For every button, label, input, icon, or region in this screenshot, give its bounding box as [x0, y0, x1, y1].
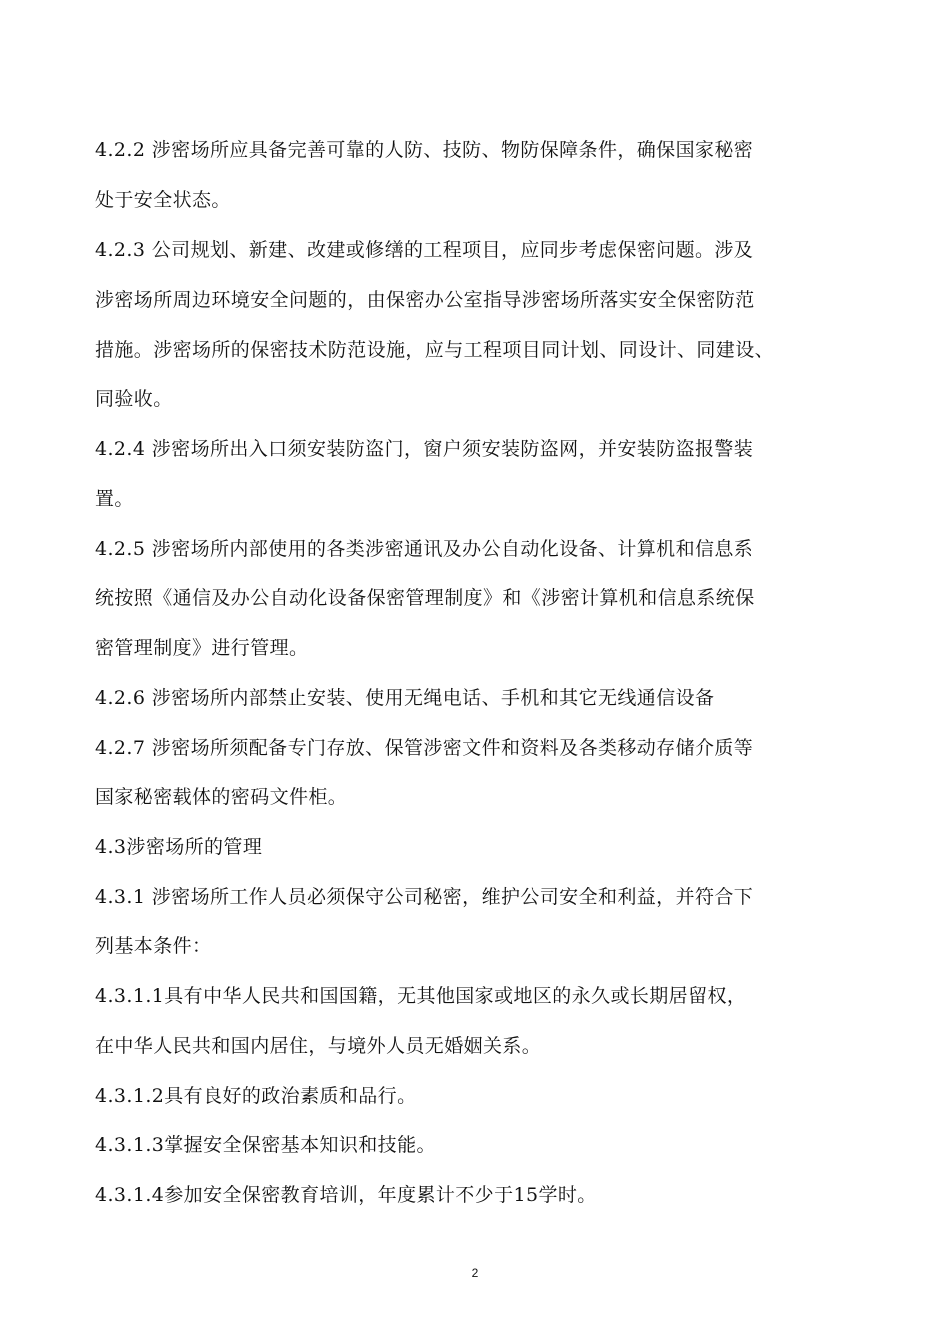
section-heading: 4.3涉密场所的管理: [95, 836, 263, 858]
text-line: 4.3.1.4参加安全保密教育培训，年度累计不少于15学时。: [95, 1184, 597, 1206]
page-number: 2: [471, 1266, 479, 1280]
text-line: 4.2.5 涉密场所内部使用的各类涉密通讯及办公自动化设备、计算机和信息系: [95, 538, 754, 560]
text-line: 密管理制度》进行管理。: [95, 637, 309, 659]
text-line: 涉密场所周边环境安全问题的，由保密办公室指导涉密场所落实安全保密防范: [95, 289, 755, 311]
text-line: 统按照《通信及办公自动化设备保密管理制度》和《涉密计算机和信息系统保: [95, 587, 755, 609]
text-line: 4.2.4 涉密场所出入口须安装防盗门，窗户须安装防盗网，并安装防盗报警装: [95, 438, 754, 460]
text-line: 4.2.7 涉密场所须配备专门存放、保管涉密文件和资料及各类移动存储介质等: [95, 737, 754, 759]
text-line: 在中华人民共和国内居住，与境外人员无婚姻关系。: [95, 1035, 542, 1057]
text-line: 4.2.2 涉密场所应具备完善可靠的人防、技防、物防保障条件，确保国家秘密: [95, 139, 754, 161]
text-line: 4.2.6 涉密场所内部禁止安装、使用无绳电话、手机和其它无线通信设备: [95, 687, 715, 709]
text-line: 列基本条件：: [95, 935, 212, 957]
text-line: 4.3.1.3掌握安全保密基本知识和技能。: [95, 1134, 436, 1156]
text-line: 国家秘密载体的密码文件柜。: [95, 786, 348, 808]
text-line: 处于安全状态。: [95, 189, 231, 211]
text-line: 4.3.1 涉密场所工作人员必须保守公司秘密，维护公司安全和利益，并符合下: [95, 886, 754, 908]
text-line: 4.3.1.1具有中华人民共和国国籍，无其他国家或地区的永久或长期居留权，: [95, 985, 747, 1007]
text-line: 同验收。: [95, 388, 173, 410]
text-line: 4.3.1.2具有良好的政治素质和品行。: [95, 1085, 417, 1107]
text-line: 4.2.3 公司规划、新建、改建或修缮的工程项目，应同步考虑保密问题。涉及: [95, 239, 754, 261]
text-line: 置。: [95, 488, 134, 510]
text-line: 措施。涉密场所的保密技术防范设施，应与工程项目同计划、同设计、同建设、: [95, 339, 775, 361]
